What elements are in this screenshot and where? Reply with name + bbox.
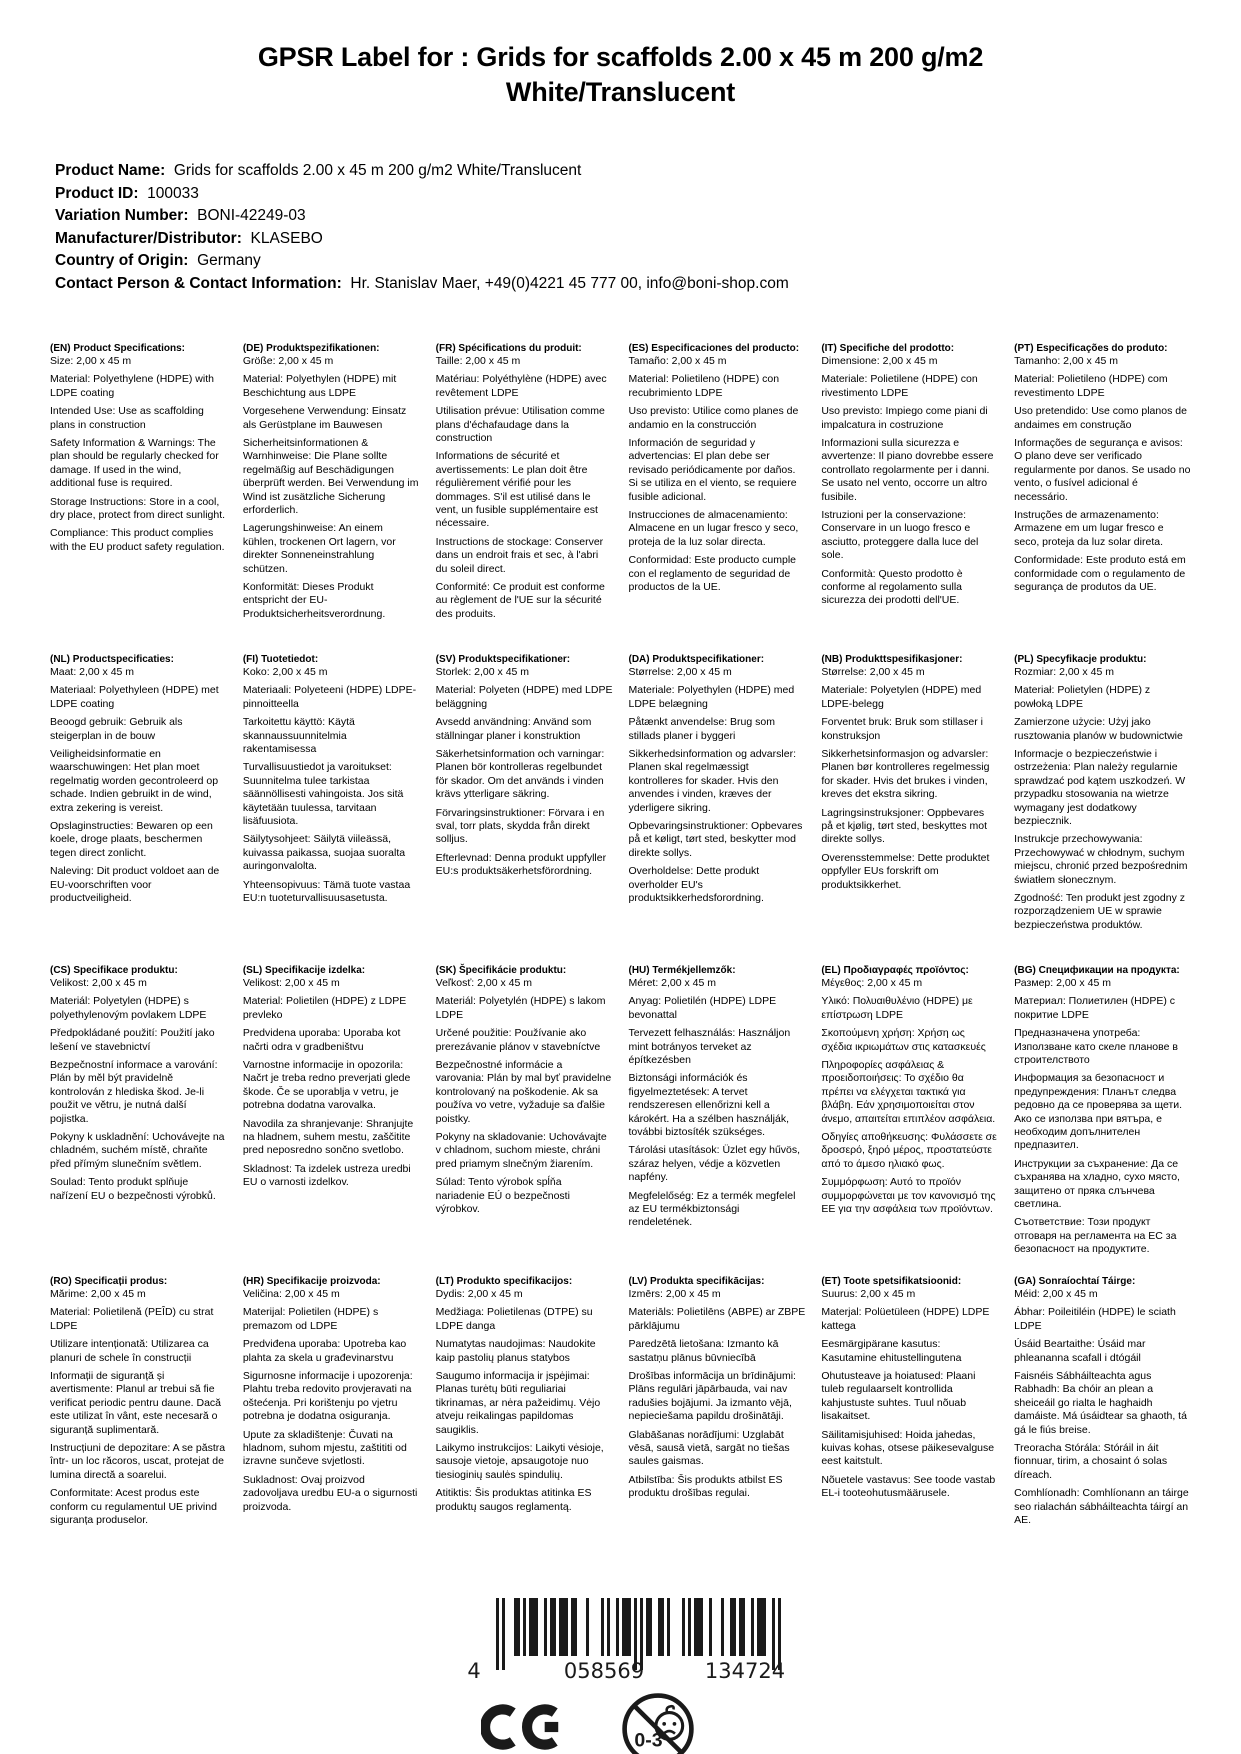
- block-heading: (RO) Specificații produs:: [50, 1275, 168, 1287]
- block-paragraph: Bezpečnostné informácie a varovania: Plán by mal byť pravidelne kontrolovaný na poškodenie. Ak sa používa vo vetre, vyžaduje sa ďalšie poistky.: [435, 1059, 612, 1125]
- block-paragraph: Informacje o bezpieczeństwie i ostrzeżenia: Plan należy regularnie sprawdzać pod kątem uszkodzeń. W przypadku stosowania na wietrze wymagany jest dodatkowy bezpiecznik.: [1014, 748, 1186, 828]
- product-info-label: Product ID:: [55, 184, 139, 202]
- block-paragraph: Turvallisuustiedot ja varoitukset: Suunnitelma tulee tarkistaa säännöllisesti vahingoista. Jos sitä käytetään tuulessa, tarvitaan lisäfuusiota.: [242, 761, 404, 828]
- conformity-marks: [481, 1692, 791, 1754]
- block-paragraph: Tervezett felhasználás: Használjon mint botrányos terveket az építkezésben: [628, 1027, 791, 1066]
- block-paragraph: Zgodność: Ten produkt jest zgodny z rozporządzeniem UE w sprawie bezpieczeństwa produktów.: [1014, 892, 1185, 931]
- block-size-line: Méret: 2,00 x 45 m: [628, 976, 717, 989]
- product-info-label: Contact Person & Contact Information:: [55, 274, 342, 292]
- product-info-value: Grids for scaffolds 2.00 x 45 m 200 g/m2 White/Translucent: [165, 162, 582, 179]
- lang-block-ro: [50, 1275, 227, 1586]
- lang-block-sl: [243, 964, 420, 1275]
- block-paragraph: Инструкции за съхранение: Да се съхранява на хладно, сухо място, защитено от пряка слънчева светлина.: [1014, 1157, 1180, 1211]
- block-heading: (BG) Спецификации на продукта:: [1014, 964, 1180, 976]
- block-paragraph: Opslaginstructies: Bewaren op een koele, droge plaats, beschermen tegen direct zonlicht.: [50, 820, 213, 859]
- block-paragraph: Material: Polietileno (HDPE) com revestimento LDPE: [1014, 373, 1168, 399]
- lang-block-sv: [436, 653, 613, 964]
- block-paragraph: Ohutusteave ja hoiatused: Plaani tuleb regulaarselt kontrollida kahjustuste suhtes. Tuul nõuab lisakaitset.: [821, 1370, 976, 1423]
- product-info-label: Variation Number:: [55, 207, 189, 225]
- block-heading: (DA) Produktspecifikationer:: [628, 653, 765, 665]
- lang-block-el: [821, 964, 998, 1275]
- block-paragraph: Safety Information & Warnings: The plan should be regularly checked for damage. If used in the wind, additional fuse is required.: [50, 437, 219, 490]
- block-paragraph: Materiál: Polyetylén (HDPE) s lakom LDPE: [435, 995, 606, 1021]
- block-size-line: Størrelse: 2,00 x 45 m: [821, 665, 925, 678]
- block-paragraph: Material: Polietilenă (PEÎD) cu strat LDPE: [50, 1306, 214, 1332]
- block-paragraph: Anyag: Polietilén (HDPE) LDPE bevonattal: [628, 995, 777, 1021]
- block-paragraph: Conformité: Ce produit est conforme au règlement de l'UE sur la sécurité des produits.: [435, 581, 605, 620]
- block-paragraph: Materiaal: Polyethyleen (HDPE) met LDPE coating: [50, 684, 219, 710]
- block-heading: (DE) Produktspezifikationen:: [242, 342, 380, 354]
- block-paragraph: Säilitamisjuhised: Hoida jahedas, kuivas kohas, otsese päikesevalguse eest kaitstult.: [821, 1428, 995, 1468]
- block-paragraph: Materijal: Polietilen (HDPE) s premazom od LDPE: [242, 1306, 379, 1332]
- block-paragraph: Skladnost: Ta izdelek ustreza uredbi EU o varnosti izdelkov.: [242, 1162, 411, 1189]
- block-paragraph: Material: Polyeten (HDPE) med LDPE beläggning: [435, 684, 613, 710]
- block-paragraph: Materiál: Polyetylen (HDPE) s polyethylenovým povlakem LDPE: [50, 995, 207, 1021]
- block-paragraph: Предназначена употреба: Използване като скеле планове в строителството: [1014, 1027, 1178, 1066]
- block-heading: (HR) Specifikacije proizvoda:: [242, 1275, 381, 1287]
- block-size-line: Velikost: 2,00 x 45 m: [242, 976, 340, 989]
- block-paragraph: Instrucciones de almacenamiento: Almacene en un lugar fresco y seco, proteja de la luz solar directa.: [628, 509, 799, 548]
- product-info-value: BONI-42249-03: [188, 207, 306, 225]
- block-paragraph: Tárolási utasítások: Üzlet egy hűvös, száraz helyen, védje a közvetlen napfény.: [628, 1144, 801, 1184]
- block-paragraph: Conformitate: Acest produs este conform cu regulamentul UE privind siguranța produselor.: [50, 1487, 217, 1527]
- block-size-line: Dydis: 2,00 x 45 m: [435, 1287, 523, 1300]
- block-paragraph: Laikymo instrukcijos: Laikyti vėsioje, sausoje vietoje, apsaugotoje nuo tiesioginių saulės spindulių.: [435, 1442, 604, 1481]
- block-paragraph: Materjal: Polüetüleen (HDPE) LDPE kattega: [821, 1306, 990, 1332]
- block-size-line: Größe: 2,00 x 45 m: [242, 354, 334, 367]
- block-paragraph: Saugumo informacija ir įspėjimai: Planas turėtų būti reguliariai tikrinamas, ar nėra pažeidimų. Vėjo atveju reikalingas papildomas saugiklis.: [435, 1370, 601, 1436]
- block-size-line: Storlek: 2,00 x 45 m: [435, 665, 530, 678]
- ean13-barcode: [456, 1598, 786, 1686]
- age-label: 0-3: [633, 1729, 663, 1752]
- product-info-value: Hr. Stanislav Maer, +49(0)4221 45 777 00, info@boni-shop.com: [341, 274, 789, 292]
- block-heading: (SL) Specifikacije izdelka:: [242, 964, 366, 976]
- page-title-line2: White/Translucent: [505, 77, 736, 107]
- block-heading: (GA) Sonraíochtaí Táirge:: [1014, 1275, 1136, 1287]
- block-heading: (PT) Especificações do produto:: [1014, 342, 1168, 354]
- product-info-line-0: [55, 160, 1191, 183]
- block-paragraph: Utilizare intenționată: Utilizarea ca planuri de schele în construcții: [50, 1338, 209, 1364]
- block-paragraph: Atbilstība: Šis produkts atbilst ES produktu drošības regulai.: [628, 1473, 783, 1500]
- language-blocks-grid: [50, 342, 1191, 1586]
- block-paragraph: Storage Instructions: Store in a cool, dry place, protect from direct sunlight.: [50, 495, 226, 522]
- lang-block-bg: [1014, 964, 1191, 1275]
- block-paragraph: Σκοπούμενη χρήση: Χρήση ως σχέδια ικριωμάτων στις κατασκευές: [821, 1027, 986, 1053]
- block-paragraph: Uso pretendido: Use como planos de andaimes em construção: [1014, 405, 1187, 431]
- block-paragraph: Drošības informācija un brīdinājumi: Plāns regulāri jāpārbauda, vai nav radušies bojājumi. Ja izmanto vējā, nepieciešama papildu drošinātāji.: [628, 1370, 796, 1423]
- block-paragraph: Materiale: Polietilene (HDPE) con rivestimento LDPE: [821, 373, 978, 399]
- lang-block-nb: [821, 653, 998, 964]
- block-paragraph: Nõuetele vastavus: See toode vastab EL-i tooteohutusmäärusele.: [821, 1473, 996, 1500]
- block-size-line: Veličina: 2,00 x 45 m: [242, 1287, 340, 1300]
- block-paragraph: Sikkerhedsinformation og advarsler: Planen skal regelmæssigt kontrolleres for skader. Hvis den anvendes i vinden, kræves der yderligere sikring.: [628, 748, 796, 814]
- block-paragraph: Material: Polietileno (HDPE) con recubrimiento LDPE: [628, 373, 780, 399]
- block-paragraph: Zamierzone użycie: Użyj jako rusztowania planów w budownictwie: [1014, 716, 1183, 742]
- lang-block-pl: [1014, 653, 1191, 964]
- block-paragraph: Súlad: Tento výrobok spĺňa nariadenie EÚ o bezpečnosti výrobkov.: [435, 1176, 570, 1216]
- lang-block-et: [821, 1275, 998, 1586]
- block-paragraph: Información de seguridad y advertencias: El plan debe ser revisado periódicamente por daños. Si se utiliza en el viento, se requiere fusible adicional.: [628, 437, 797, 503]
- block-paragraph: Информация за безопасност и предупреждения: Планът следва редовно да се проверява за щети. Ако се използва при вятъра, е необходим допълнителен предпазител.: [1014, 1072, 1183, 1152]
- barcode-digit-first: 4: [466, 1658, 481, 1683]
- block-paragraph: Материал: Полиетилен (HDPE) с покритие LDPE: [1014, 995, 1175, 1021]
- block-paragraph: Informazioni sulla sicurezza e avvertenze: Il piano dovrebbe essere controllato regolarmente per i danni. Se usato nel vento, occorre un altro fusibile.: [821, 437, 994, 503]
- block-heading: (IT) Specifiche del prodotto:: [821, 342, 955, 354]
- block-paragraph: Conformidad: Este producto cumple con el reglamento de seguridad de productos de la UE.: [628, 554, 796, 594]
- product-info-line-5: [55, 273, 1191, 296]
- block-paragraph: Instrukcje przechowywania: Przechowywać w chłodnym, suchym miejscu, chronić przed bezpośrednim światłem słonecznym.: [1014, 833, 1188, 886]
- product-info-value: 100033: [138, 184, 199, 202]
- block-heading: (PL) Specyfikacje produktu:: [1014, 653, 1147, 665]
- block-paragraph: Säilytysohjeet: Säilytä viileässä, kuivassa paikassa, suojaa suoralta auringonvalolta.: [242, 833, 406, 873]
- block-paragraph: Informações de segurança e avisos: O plano deve ser verificado regularmente por danos. Se usado no vento, o fusível adicional é necessário.: [1014, 437, 1191, 503]
- block-heading: (ES) Especificaciones del producto:: [628, 342, 800, 354]
- block-paragraph: Konformität: Dieses Produkt entspricht der EU-Produktsicherheitsverordnung.: [242, 581, 386, 620]
- block-paragraph: Bezpečnostní informace a varování: Plán by měl být pravidelně kontrolován z hlediska škod. Je-li použit ve větru, je nutná další pojistka.: [50, 1059, 218, 1125]
- codes-section: [451, 1598, 791, 1754]
- product-info-label: Country of Origin:: [55, 252, 189, 270]
- lang-block-de: [243, 342, 420, 653]
- product-info-line-2: [55, 205, 1191, 228]
- lang-block-ga: [1014, 1275, 1191, 1586]
- block-paragraph: Instrucțiuni de depozitare: A se păstra într- un loc răcoros, uscat, protejat de lumina directă a soarelui.: [50, 1442, 226, 1481]
- product-info-line-3: [55, 228, 1191, 251]
- block-size-line: Izmērs: 2,00 x 45 m: [628, 1287, 721, 1300]
- block-size-line: Dimensione: 2,00 x 45 m: [821, 354, 938, 367]
- product-info-line-1: [55, 183, 1191, 206]
- block-size-line: Veľkosť: 2,00 x 45 m: [435, 976, 532, 989]
- block-heading: (CS) Specifikace produktu:: [50, 964, 178, 976]
- block-size-line: Størrelse: 2,00 x 45 m: [628, 665, 732, 678]
- block-size-line: Taille: 2,00 x 45 m: [435, 354, 521, 367]
- lang-block-lt: [436, 1275, 613, 1586]
- block-paragraph: Beoogd gebruik: Gebruik als steigerplan in de bouw: [50, 716, 183, 742]
- block-paragraph: Eesmärgipärane kasutus: Kasutamine ehitustellingutena: [821, 1338, 962, 1364]
- block-heading: (EN) Product Specifications:: [50, 342, 186, 354]
- block-paragraph: Sikkerhetsinformasjon og advarsler: Planen bør kontrolleres regelmessig for skader. Hvis det brukes i vinden, kreves det ekstra sikring.: [821, 748, 990, 801]
- block-paragraph: Instructions de stockage: Conserver dans un endroit frais et sec, à l'abri du soleil direct.: [435, 535, 604, 575]
- lang-block-pt: [1014, 342, 1191, 653]
- block-paragraph: Sicherheitsinformationen & Warnhinweise: Die Plane sollte regelmäßig auf Beschädigungen überprüft werden. Bei Verwendung im Wind ist zusätzliche Sicherung erforderlich.: [242, 437, 419, 517]
- block-paragraph: Compliance: This product complies with the EU product safety regulation.: [50, 527, 225, 553]
- block-size-line: Размер: 2,00 x 45 m: [1014, 976, 1111, 989]
- page-title-line1: GPSR Label for : Grids for scaffolds 2.00 x 45 m 200 g/m2: [257, 42, 984, 72]
- barcode-digits-right: 134724: [704, 1658, 785, 1683]
- block-heading: (FR) Spécifications du produit:: [435, 342, 582, 354]
- block-paragraph: Overholdelse: Dette produkt overholder EU's produktsikkerhedsforordning.: [628, 865, 764, 905]
- block-size-line: Mărime: 2,00 x 45 m: [50, 1287, 146, 1300]
- product-info-value: Germany: [188, 252, 261, 270]
- block-paragraph: Vorgesehene Verwendung: Einsatz als Gerüstplane im Bauwesen: [242, 405, 407, 431]
- block-heading: (EL) Προδιαγραφές προϊόντος:: [821, 964, 969, 976]
- block-size-line: Μέγεθος: 2,00 x 45 m: [821, 976, 923, 989]
- block-paragraph: Sigurnosne informacije i upozorenja: Plahtu treba redovito provjeravati na oštećenja. Pri korištenju po vjetru potrebna je dodatna osiguranja.: [242, 1370, 413, 1423]
- block-paragraph: Naleving: Dit product voldoet aan de EU-voorschriften voor productveiligheid.: [50, 865, 220, 905]
- ce-mark-icon: [481, 1692, 565, 1754]
- block-paragraph: Glabāšanas norādījumi: Uzglabāt vēsā, sausā vietā, sargāt no tiešas saules gaismas.: [628, 1428, 790, 1468]
- block-paragraph: Πληροφορίες ασφάλειας & προειδοποιήσεις: Το σχέδιο θα πρέπει να ελέγχεται τακτικά για βλάβη. Εάν χρησιμοποιείται στον άνεμο, απαιτείται επιπλέον ασφάλεια.: [821, 1059, 996, 1125]
- lang-block-sk: [436, 964, 613, 1275]
- block-size-line: Méid: 2,00 x 45 m: [1014, 1287, 1098, 1300]
- block-paragraph: Úsáid Beartaithe: Úsáid mar phleananna scafall i dtógáil: [1014, 1338, 1146, 1364]
- block-paragraph: Forventet bruk: Bruk som stillaser i konstruksjon: [821, 716, 983, 742]
- block-paragraph: Instruções de armazenamento: Armazene em um lugar fresco e seco, proteja da luz solar direta.: [1014, 509, 1164, 548]
- block-paragraph: Faisnéis Sábháilteachta agus Rabhadh: Ba chóir an plean a sheiceáil go rialta le haghaidh damáiste. Má úsáidtear sa ghaoth, tá gá le fiús breise.: [1014, 1370, 1187, 1436]
- block-paragraph: Materiał: Polietylen (HDPE) z powłoką LDPE: [1014, 684, 1151, 710]
- block-paragraph: Förvaringsinstruktioner: Förvara i en sval, torr plats, skydda från direkt solljus.: [435, 806, 605, 846]
- block-paragraph: Upute za skladištenje: Čuvati na hladnom, suhom mjestu, zaštititi od izravne sunčeve svjetlosti.: [242, 1428, 407, 1468]
- lang-block-da: [628, 653, 805, 964]
- block-paragraph: Veiligheidsinformatie en waarschuwingen: Het plan moet regelmatig worden gecontroleerd op schade. Indien gebruikt in de wind, extra zekering is vereist.: [50, 748, 219, 814]
- lang-block-fi: [243, 653, 420, 964]
- product-info-line-4: [55, 250, 1191, 273]
- block-size-line: Rozmiar: 2,00 x 45 m: [1014, 665, 1114, 678]
- block-heading: (LV) Produkta specifikācijas:: [628, 1275, 765, 1287]
- block-paragraph: Lagringsinstruksjoner: Oppbevares på et kjølig, tørt sted, beskyttes mot direkte sollys.: [821, 806, 988, 846]
- page-title: [50, 40, 1191, 110]
- block-size-line: Velikost: 2,00 x 45 m: [50, 976, 147, 989]
- block-paragraph: Atitiktis: Šis produktas atitinka ES produktų saugos reglamentą.: [435, 1487, 592, 1513]
- age-restriction-icon: [621, 1692, 695, 1754]
- block-paragraph: Intended Use: Use as scaffolding plans in construction: [50, 405, 204, 431]
- block-paragraph: Informații de siguranță și avertismente: Planul ar trebui să fie verificat periodic pentru daune. Dacă este utilizat în vânt, este necesară o siguranță suplimentară.: [50, 1370, 222, 1436]
- lang-block-es: [628, 342, 805, 653]
- block-paragraph: Treoracha Stórála: Stóráil in áit fionnuar, tirim, a chosaint ó solas díreach.: [1014, 1442, 1168, 1481]
- block-paragraph: Lagerungshinweise: An einem kühlen, trockenen Ort lagern, vor direkter Sonneneinstrahlung schützen.: [242, 522, 396, 575]
- block-size-line: Maat: 2,00 x 45 m: [50, 665, 135, 678]
- lang-block-fr: [436, 342, 613, 653]
- block-paragraph: Sukladnost: Ovaj proizvod zadovoljava uredbu EU-a o sigurnosti proizvoda.: [242, 1473, 418, 1513]
- block-paragraph: Navodila za shranjevanje: Shranjujte na hladnem, suhem mestu, zaščitite pred neposredno sončno svetlobo.: [242, 1117, 414, 1157]
- block-paragraph: Predvidena uporaba: Uporaba kot načrti odra v gradbeništvu: [242, 1027, 401, 1053]
- block-paragraph: Påtænkt anvendelse: Brug som stillads planer i byggeri: [628, 716, 775, 742]
- block-paragraph: Materiale: Polyetylen (HDPE) med LDPE-belegg: [821, 684, 982, 710]
- block-paragraph: Utilisation prévue: Utilisation comme plans d'échafaudage dans la construction: [435, 405, 605, 444]
- block-paragraph: Paredzētā lietošana: Izmanto kā sastatņu plānus būvniecībā: [628, 1338, 779, 1364]
- block-paragraph: Opbevaringsinstruktioner: Opbevares på et køligt, tørt sted, beskytter mod direkte sollys.: [628, 820, 803, 859]
- block-paragraph: Numatytas naudojimas: Naudokite kaip pastolių planus statybos: [435, 1338, 596, 1364]
- block-paragraph: Съответствие: Този продукт отговаря на регламента на ЕС за безопасност на продуктите.: [1014, 1216, 1177, 1256]
- block-paragraph: Uso previsto: Impiego come piani di impalcatura in costruzione: [821, 405, 988, 431]
- block-paragraph: Avsedd användning: Använd som ställningar planer i konstruktion: [435, 716, 592, 742]
- block-paragraph: Ábhar: Poileitiléin (HDPE) le sciath LDPE: [1014, 1306, 1176, 1332]
- block-paragraph: Predviđena uporaba: Upotreba kao plahta za skela u građevinarstvu: [242, 1338, 407, 1364]
- block-paragraph: Megfelelőség: Ez a termék megfelel az EU termékbiztonsági rendeletének.: [628, 1189, 796, 1229]
- block-paragraph: Materiaali: Polyeteeni (HDPE) LDPE-pinnoitteella: [242, 684, 417, 710]
- block-size-line: Suurus: 2,00 x 45 m: [821, 1287, 916, 1300]
- block-paragraph: Material: Polyethylene (HDPE) with LDPE coating: [50, 373, 214, 399]
- block-paragraph: Určené použitie: Používanie ako prerezávanie plánov v stavebníctve: [435, 1027, 601, 1053]
- lang-block-cs: [50, 964, 227, 1275]
- block-heading: (NB) Produkttspesifikasjoner:: [821, 653, 963, 665]
- lang-block-it: [821, 342, 998, 653]
- block-paragraph: Material: Polietilen (HDPE) z LDPE prevleko: [242, 995, 407, 1021]
- block-paragraph: Biztonsági információk és figyelmeztetések: A tervet rendszeresen ellenőrizni kell a károkért. Ha a szélben használják, további biztosíték szükséges.: [628, 1072, 789, 1139]
- block-paragraph: Υλικό: Πολυαιθυλένιο (HDPE) με επίστρωση LDPE: [821, 995, 973, 1021]
- lang-block-nl: [50, 653, 227, 964]
- block-paragraph: Medžiaga: Polietilenas (DTPE) su LDPE danga: [435, 1306, 593, 1332]
- lang-block-hr: [243, 1275, 420, 1586]
- block-heading: (FI) Tuotetiedot:: [242, 653, 319, 665]
- product-info: [55, 160, 1191, 296]
- block-paragraph: Yhteensopivuus: Tämä tuote vastaa EU:n tuoteturvallisuusasetusta.: [242, 878, 411, 905]
- block-paragraph: Material: Polyethylen (HDPE) mit Beschichtung aus LDPE: [242, 373, 397, 399]
- block-paragraph: Comhlíonadh: Comhlíonann an táirge seo rialachán sábháilteachta táirgí an AE.: [1014, 1487, 1189, 1527]
- block-heading: (SV) Produktspecifikationer:: [435, 653, 571, 665]
- block-paragraph: Συμμόρφωση: Αυτό το προϊόν συμμορφώνεται με τον κανονισμό της ΕΕ για την ασφάλεια των προϊόντων.: [821, 1176, 996, 1216]
- block-paragraph: Pokyny k uskladnění: Uchovávejte na chladném, suchém místě, chraňte před přímým slunečním světlem.: [50, 1131, 225, 1170]
- product-info-label: Product Name:: [55, 162, 166, 179]
- block-paragraph: Materiale: Polyethylen (HDPE) med LDPE belægning: [628, 684, 795, 710]
- block-paragraph: Varnostne informacije in opozorila: Načrt je treba redno preverjati glede škode. Če se uporablja v vetru, je potrebna dodatna varovalka.: [242, 1059, 411, 1112]
- block-paragraph: Conformità: Questo prodotto è conforme al regolamento sulla sicurezza dei prodotti dell'UE.: [821, 567, 963, 607]
- product-info-label: Manufacturer/Distributor:: [55, 229, 242, 247]
- lang-block-hu: [628, 964, 805, 1275]
- block-size-line: Tamanho: 2,00 x 45 m: [1014, 354, 1119, 367]
- block-paragraph: Soulad: Tento produkt splňuje nařízení EU o bezpečnosti výrobků.: [50, 1176, 216, 1202]
- block-size-line: Size: 2,00 x 45 m: [50, 354, 132, 367]
- lang-block-en: [50, 342, 227, 653]
- block-paragraph: Säkerhetsinformation och varningar: Planen bör kontrolleras regelbundet för skador. Om det används i vinden krävs ytterligare säkring.: [435, 748, 605, 801]
- block-paragraph: Conformidade: Este produto está em conformidade com o regulamento de segurança de produtos da UE.: [1014, 554, 1186, 594]
- block-paragraph: Efterlevnad: Denna produkt uppfyller EU:s produktsäkerhetsförordning.: [435, 851, 607, 878]
- block-paragraph: Οδηγίες αποθήκευσης: Φυλάσσετε σε δροσερό, ξηρό μέρος, προστατεύστε από το άμεσο ηλιακό φως.: [821, 1131, 997, 1170]
- block-size-line: Tamaño: 2,00 x 45 m: [628, 354, 727, 367]
- block-heading: (LT) Produkto specifikacijos:: [435, 1275, 573, 1287]
- block-paragraph: Materiāls: Polietilēns (ABPE) ar ZBPE pārklājumu: [628, 1306, 806, 1332]
- block-paragraph: Předpokládané použití: Použití jako lešení ve stavebnictví: [50, 1027, 215, 1053]
- block-paragraph: Pokyny na skladovanie: Uchovávajte v chladnom, suchom mieste, chráni pred priamym slnečným žiarením.: [435, 1131, 607, 1170]
- block-paragraph: Matériau: Polyéthylène (HDPE) avec revêtement LDPE: [435, 373, 607, 399]
- block-heading: (ET) Toote spetsifikatsioonid:: [821, 1275, 962, 1287]
- block-paragraph: Uso previsto: Utilice como planes de andamio en la construcción: [628, 405, 799, 431]
- block-paragraph: Istruzioni per la conservazione: Conservare in un luogo fresco e asciutto, proteggere dalla luce del sole.: [821, 509, 979, 562]
- block-paragraph: Overensstemmelse: Dette produktet oppfyller EUs forskrift om produktsikkerhet.: [821, 851, 990, 891]
- barcode-digits-left: 058569: [563, 1658, 644, 1683]
- block-size-line: Koko: 2,00 x 45 m: [242, 665, 328, 678]
- block-paragraph: Informations de sécurité et avertissements: Le plan doit être régulièrement vérifié pour les dommages. S'il est utilisé dans le vent, un fusible supplémentaire est nécessaire.: [435, 450, 598, 530]
- block-heading: (NL) Productspecificaties:: [50, 653, 174, 665]
- block-heading: (HU) Termékjellemzők:: [628, 964, 736, 976]
- block-heading: (SK) Špecifikácie produktu:: [435, 964, 567, 976]
- block-paragraph: Tarkoitettu käyttö: Käytä skannaussuunnitelmia rakentamisessa: [242, 716, 355, 755]
- lang-block-lv: [628, 1275, 805, 1586]
- product-info-value: KLASEBO: [241, 229, 323, 247]
